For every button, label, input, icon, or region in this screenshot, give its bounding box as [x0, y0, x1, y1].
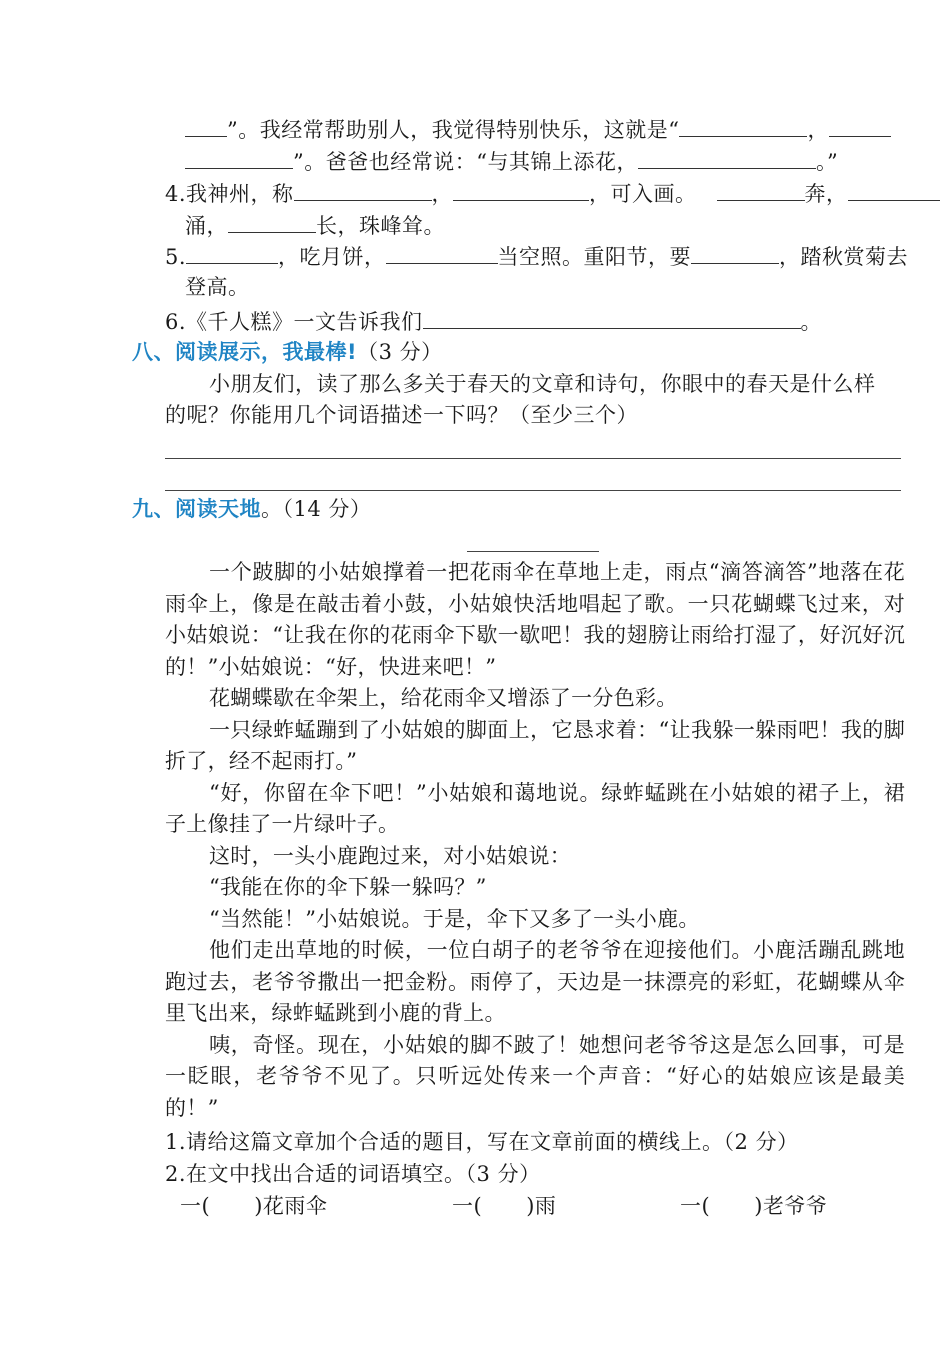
blank[interactable] — [423, 306, 801, 329]
section-8-prompt-line2: 的呢？你能用几个词语描述一下吗？（至少三个） — [165, 403, 638, 427]
passage-paragraph: “我能在你的伞下躲一躲吗？” — [209, 875, 487, 899]
blank[interactable] — [848, 178, 940, 201]
blank[interactable] — [717, 178, 805, 201]
fill-item: 一( )雨 — [452, 1194, 557, 1218]
fill-item: 一( )花雨伞 — [180, 1194, 328, 1218]
title-blank[interactable] — [467, 551, 599, 552]
blank[interactable] — [691, 241, 779, 264]
section-9-heading — [132, 494, 371, 524]
blank[interactable] — [185, 114, 227, 137]
blank[interactable] — [228, 210, 316, 233]
section-score: 。（14 分） — [261, 497, 372, 521]
blank[interactable] — [386, 241, 498, 264]
question-5-line2: 登高。 — [185, 275, 250, 299]
blank[interactable] — [453, 178, 589, 201]
blank[interactable] — [186, 241, 278, 264]
passage-paragraph: 一个跛脚的小姑娘撑着一把花雨伞在草地上走，雨点“滴答滴答”地落在花雨伞上，像是在敲击着小鼓，小姑娘快活地唱起了歌。一只花蝴蝶飞过来，对小姑娘说：“让我在你的花雨伞下歇一歇吧！我的翅膀让雨给打湿了，好沉好沉的！”小姑娘说：“好，快进来吧！” — [165, 560, 905, 679]
question-6: 6.《千人糕》一文告诉我们 。 — [165, 306, 822, 336]
blank[interactable] — [638, 146, 816, 169]
question-4-line1: 4.我神州，称 ， ，可入画。 奔， — [165, 178, 940, 208]
blank[interactable] — [679, 114, 807, 137]
passage-paragraph: 这时，一头小鹿跑过来，对小姑娘说： — [209, 843, 572, 868]
fill-row — [180, 1191, 827, 1221]
passage — [165, 557, 905, 1124]
section-score: （3 分） — [357, 340, 443, 364]
answer-line[interactable] — [165, 490, 901, 491]
answer-line[interactable] — [165, 458, 901, 459]
section-8-prompt-line1: 小朋友们，读了那么多关于春天的文章和诗句，你眼中的春天是什么样 — [209, 372, 876, 396]
blank[interactable] — [294, 178, 432, 201]
question-5-line1: 5. ，吃月饼， 当空照。重阳节，要 ，踏秋赏菊去 — [165, 241, 908, 271]
blank[interactable] — [829, 114, 891, 137]
question-9-2: 2.在文中找出合适的词语填空。（3 分） — [165, 1162, 541, 1186]
question-9-1: 1.请给这篇文章加个合适的题目，写在文章前面的横线上。（2 分） — [165, 1130, 799, 1154]
passage-paragraph: 一只绿蚱蜢蹦到了小姑娘的脚面上，它恳求着：“让我躲一躲雨吧！我的脚折了，经不起雨打。” — [165, 717, 905, 773]
passage-paragraph: “当然能！”小姑娘说。于是，伞下又多了一头小鹿。 — [209, 906, 700, 931]
passage-paragraph: 他们走出草地的时候，一位白胡子的老爷爷在迎接他们。小鹿活蹦乱跳地跑过去，老爷爷撒出一把金粉。雨停了，天边是一抹漂亮的彩虹，花蝴蝶从伞里飞出来，绿蚱蜢跳到小鹿的背上。 — [165, 938, 905, 1025]
s7-line2: ”。爸爸也经常说：“与其锦上添花， 。” — [185, 146, 838, 176]
section-title: 八、阅读展示，我最棒! — [132, 340, 358, 364]
section-title: 九、阅读天地 — [132, 497, 261, 521]
blank[interactable] — [185, 146, 293, 169]
passage-paragraph: 咦，奇怪。现在，小姑娘的脚不跛了！她想问老爷爷这是怎么回事，可是一眨眼，老爷爷不见了。只听远处传来一个声音：“好心的姑娘应该是最美的！” — [165, 1032, 905, 1120]
fill-item: 一( )老爷爷 — [680, 1194, 828, 1218]
question-4-line2: 涌， 长，珠峰耸。 — [185, 210, 445, 240]
s7-line1: ”。我经常帮助别人，我觉得特别快乐，这就是“ ， — [185, 114, 891, 144]
section-8-heading — [132, 337, 443, 367]
passage-paragraph: 花蝴蝶歇在伞架上，给花雨伞又增添了一分色彩。 — [209, 686, 678, 710]
passage-paragraph: “好，你留在伞下吧！”小姑娘和蔼地说。绿蚱蜢跳在小姑娘的裙子上，裙子上像挂了一片绿叶子。 — [165, 780, 905, 836]
